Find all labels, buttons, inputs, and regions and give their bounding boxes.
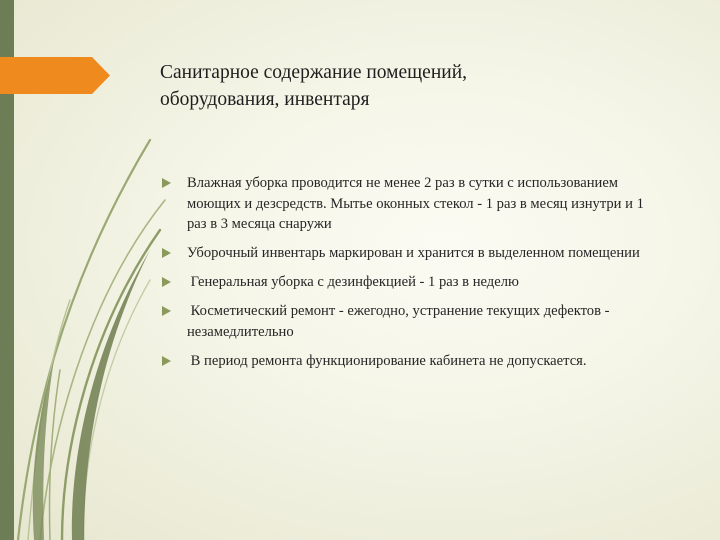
bullet-item xyxy=(160,301,660,342)
bullet-text: Генеральная уборка с дезинфекцией - 1 раз в неделю xyxy=(187,274,519,290)
bullet-item xyxy=(160,243,660,264)
bullet-list xyxy=(160,173,660,380)
bullet-text: В период ремонта функционирование кабинета не допускается. xyxy=(187,352,587,369)
triangle-bullet-icon xyxy=(162,277,171,287)
bullet-text: Влажная уборка проводится не менее 2 раз в сутки с использованием моющих и дезсредств. Мытье оконных стекол - 1 раз в месяц изнутри и 1 раз в 3 месяца снаружи xyxy=(187,175,648,232)
bullet-text: Косметический ремонт - ежегодно, устранение текущих дефектов - незамедлительно xyxy=(187,303,614,340)
slide-title-line: Санитарное содержание помещений, xyxy=(160,62,468,83)
triangle-bullet-icon xyxy=(162,306,171,316)
triangle-bullet-icon xyxy=(162,248,171,258)
bullet-item xyxy=(160,351,660,372)
triangle-bullet-icon xyxy=(162,178,171,188)
bullet-text: Уборочный инвентарь маркирован и хранится в выделенном помещении xyxy=(187,245,640,261)
bullet-item xyxy=(160,173,660,235)
bullet-item xyxy=(160,272,660,293)
slide-title-line: оборудования, инвентаря xyxy=(160,89,370,110)
triangle-bullet-icon xyxy=(162,356,171,366)
slide-title xyxy=(160,59,660,113)
title-accent-tab xyxy=(0,57,110,94)
